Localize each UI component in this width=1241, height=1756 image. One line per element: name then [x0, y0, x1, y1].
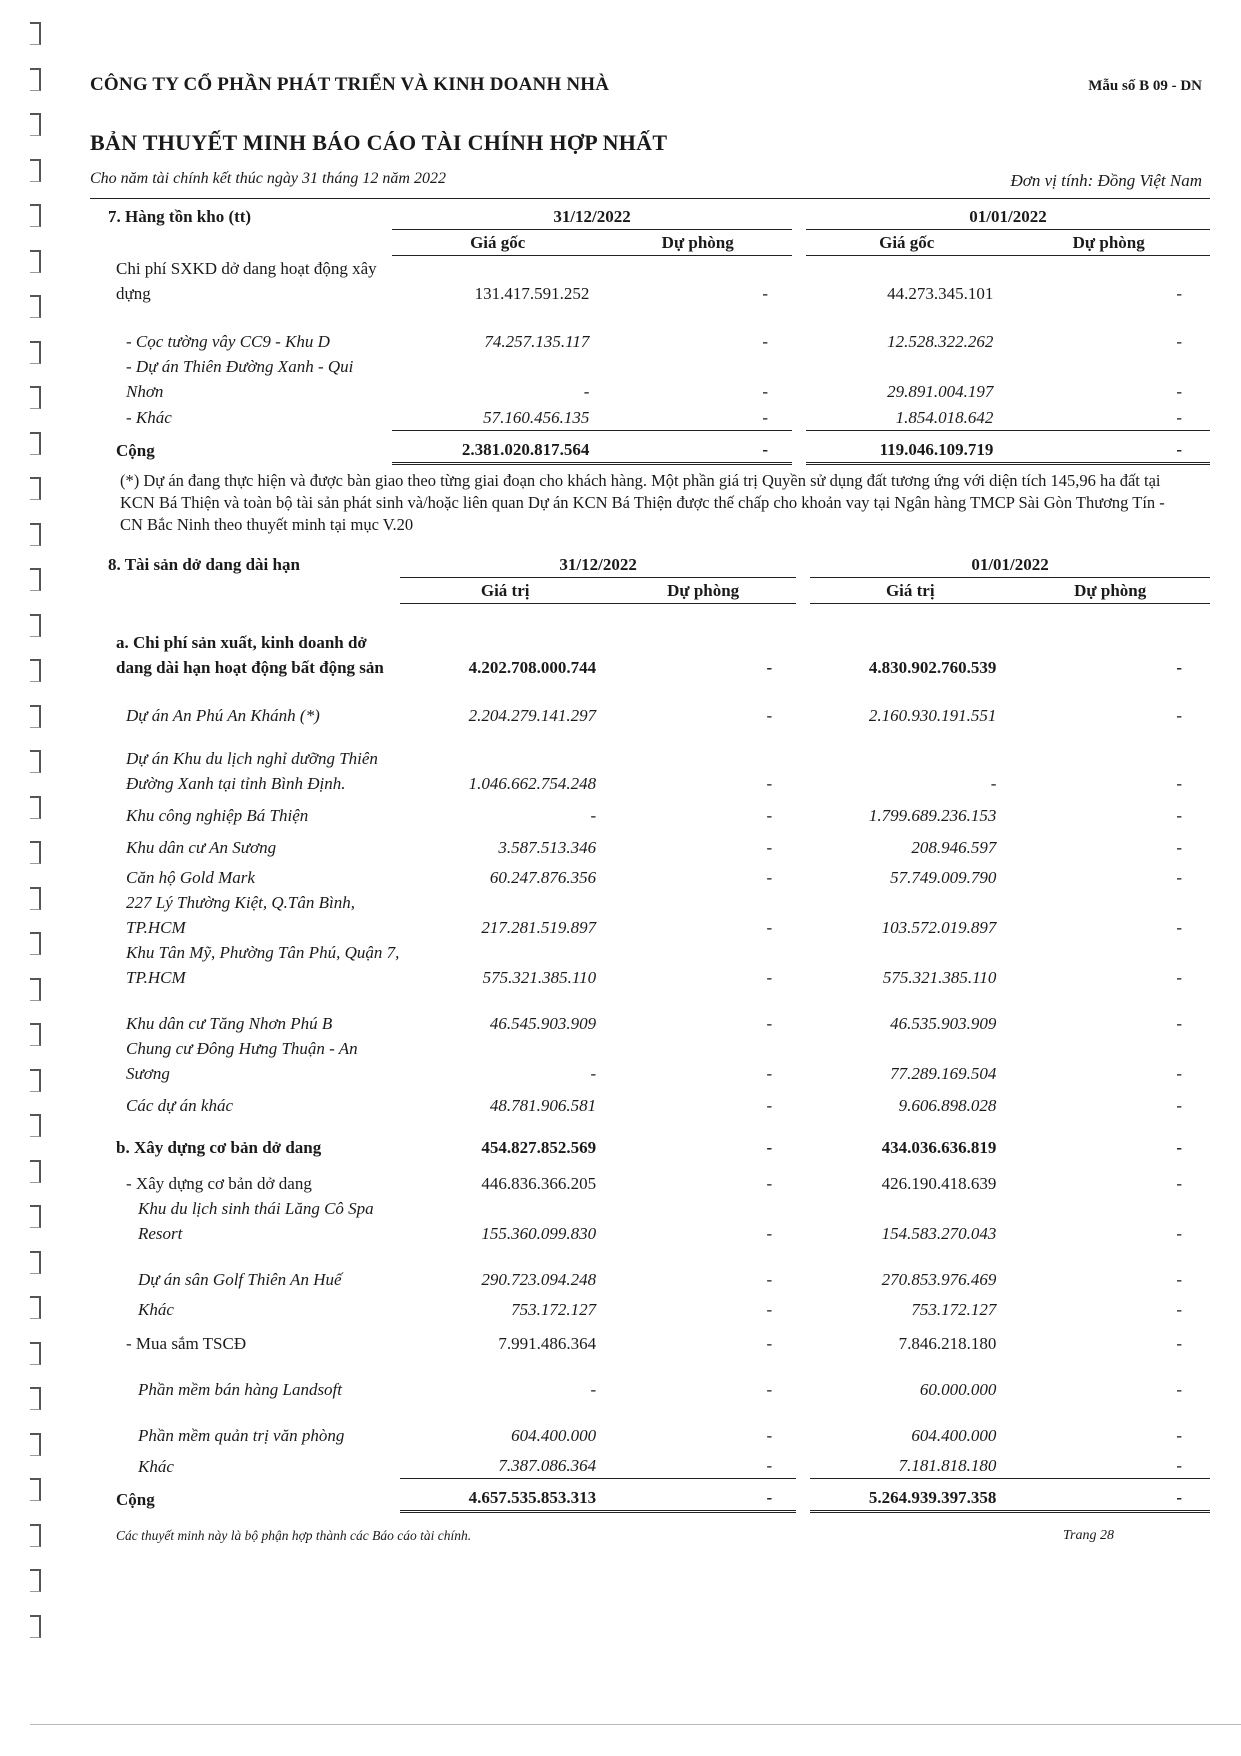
value-prior: 7.181.818.180: [803, 1448, 1010, 1479]
value-prior: 4.830.902.760.539: [868, 658, 997, 677]
value-prior: -: [990, 774, 997, 793]
table-row: [90, 1292, 1210, 1322]
row-label: - Dự án Thiên Đường Xanh - Qui Nhơn: [126, 356, 354, 401]
binder-hole-mark: [30, 295, 41, 318]
binder-hole-mark: [30, 1569, 41, 1592]
table-row: [90, 1086, 1210, 1118]
provision-prior: -: [1176, 658, 1182, 677]
row-label: a. Chi phí sản xuất, kinh doanh dở dang dài hạn hoạt động bất động sản: [116, 633, 384, 677]
row-label: - Khác: [126, 408, 172, 427]
provision-prior: -: [1176, 1426, 1182, 1445]
page-number: Trang 28: [1063, 1528, 1114, 1543]
provision-current: -: [766, 706, 773, 725]
provision-prior: -: [1176, 868, 1182, 887]
value-prior: 77.289.169.504: [890, 1064, 997, 1083]
binder-hole-mark: [30, 932, 41, 955]
date-header-prior: 01/01/2022: [799, 204, 1210, 230]
value-current: 46.545.903.909: [489, 1014, 597, 1033]
row-label: Khu dân cư An Sương: [126, 838, 277, 857]
table-row: [90, 860, 1210, 890]
provision-prior: -: [1176, 381, 1182, 401]
value-prior: 9.606.898.028: [898, 1096, 997, 1115]
value-current: 2.381.020.817.564: [392, 430, 603, 463]
col-provision-current: Dự phòng: [603, 230, 799, 256]
table-row: [90, 1036, 1210, 1086]
binder-hole-mark: [30, 1160, 41, 1183]
value-current: 1.046.662.754.248: [468, 774, 597, 793]
binder-hole-mark: [30, 1205, 41, 1228]
form-number: Mẫu số B 09 - DN: [1088, 78, 1202, 94]
value-prior: 5.264.939.397.358: [803, 1479, 1010, 1512]
value-current: 7.991.486.364: [498, 1334, 597, 1353]
total-row: [90, 1479, 1210, 1512]
provision-prior: -: [1176, 1224, 1182, 1243]
provision-prior: -: [1007, 430, 1210, 463]
row-label: Khu Tân Mỹ, Phường Tân Phú, Quận 7, TP.HCM: [126, 943, 400, 987]
table-row: [90, 1246, 1210, 1292]
value-prior: 154.583.270.043: [881, 1224, 997, 1243]
provision-prior: -: [1176, 331, 1182, 351]
provision-current: -: [766, 868, 773, 887]
provision-prior: -: [1176, 1096, 1182, 1115]
row-label: Cộng: [116, 1489, 155, 1509]
value-prior: 60.000.000: [919, 1380, 997, 1399]
binder-hole-mark: [30, 1296, 41, 1319]
provision-current: -: [766, 658, 773, 677]
row-label: b. Xây dựng cơ bản dở dang: [116, 1138, 322, 1157]
provision-prior: -: [1010, 1448, 1210, 1479]
total-row: [90, 430, 1210, 463]
binder-hole-mark: [30, 1433, 41, 1456]
binder-hole-mark: [30, 68, 41, 91]
document-title: BẢN THUYẾT MINH BÁO CÁO TÀI CHÍNH HỢP NHẤT: [90, 130, 668, 155]
col-provision-current: Dự phòng: [610, 578, 803, 604]
binder-hole-mark: [30, 386, 41, 409]
currency-unit: Đơn vị tính: Đồng Việt Nam: [1010, 171, 1202, 190]
binder-hole-mark: [30, 705, 41, 728]
provision-current: -: [766, 968, 773, 987]
table-row: [90, 828, 1210, 860]
value-prior: 208.946.597: [911, 838, 997, 857]
provision-prior: -: [1176, 1380, 1182, 1399]
binder-hole-mark: [30, 659, 41, 682]
inventory-footnote: (*) Dự án đang thực hiện và được bàn giao theo từng giai đoạn cho khách hàng. Một phần giá trị Quyền sử dụng đất tương ứng với diện tích 145,96 ha đất tại KCN Bá Thiện và toàn bộ tài sản phát sinh và/hoặc liên quan Dự án KCN Bá Thiện được thế chấp cho khoản vay tại Ngân hàng TMCP Sài Gòn Thương Tín - CN Bắc Ninh theo thuyết minh tại mục V.20: [120, 471, 1165, 534]
binder-hole-mark: [30, 1387, 41, 1410]
binder-hole-mark: [30, 796, 41, 819]
provision-current: -: [766, 1064, 773, 1083]
value-current: 2.204.279.141.297: [468, 706, 597, 725]
provision-current: -: [603, 430, 799, 463]
section-8-title: 8. Tài sản dở dang dài hạn: [108, 555, 300, 575]
provision-current: -: [610, 1479, 803, 1512]
provision-prior: -: [1176, 283, 1182, 303]
provision-prior: -: [1176, 774, 1182, 793]
value-prior: 7.846.218.180: [898, 1334, 997, 1353]
header-divider: [90, 198, 1210, 199]
value-prior: 12.528.322.262: [887, 331, 994, 351]
reporting-period: Cho năm tài chính kết thúc ngày 31 tháng 12 năm 2022: [90, 170, 446, 187]
provision-prior: -: [1007, 404, 1210, 431]
provision-current: -: [766, 774, 773, 793]
provision-current: -: [766, 1174, 773, 1193]
binder-hole-mark: [30, 432, 41, 455]
value-current: 290.723.094.248: [481, 1270, 597, 1289]
table-row: [90, 306, 1210, 354]
provision-current: -: [610, 1448, 803, 1479]
bottom-edge: [30, 1724, 1241, 1725]
binder-hole-mark: [30, 22, 41, 45]
row-label: Dự án Khu du lịch nghỉ dưỡng Thiên Đường Xanh tại tỉnh Bình Định.: [126, 749, 378, 793]
value-current: 217.281.519.897: [481, 918, 597, 937]
provision-current: -: [766, 1096, 773, 1115]
provision-current: -: [766, 1426, 773, 1445]
row-label: - Mua sắm TSCĐ: [126, 1334, 247, 1353]
provision-current: -: [766, 1224, 773, 1243]
value-prior: 270.853.976.469: [881, 1270, 997, 1289]
value-current: -: [583, 381, 590, 401]
value-current: 4.202.708.000.744: [468, 658, 597, 677]
value-prior: 2.160.930.191.551: [868, 706, 997, 725]
inventory-table: [90, 204, 1210, 465]
value-current: 575.321.385.110: [482, 968, 597, 987]
value-current: 60.247.876.356: [489, 868, 597, 887]
provision-prior: -: [1176, 968, 1182, 987]
binder-hole-mark: [30, 523, 41, 546]
value-prior: 1.799.689.236.153: [868, 806, 997, 825]
value-current: 57.160.456.135: [392, 404, 603, 431]
value-prior: 57.749.009.790: [890, 868, 997, 887]
row-label: - Cọc tường vây CC9 - Khu D: [126, 331, 330, 351]
binder-hole-mark: [30, 750, 41, 773]
row-label: Chi phí SXKD dở dang hoạt động xây dựng: [116, 258, 377, 303]
provision-current: -: [603, 404, 799, 431]
value-prior: 29.891.004.197: [887, 381, 994, 401]
binder-hole-mark: [30, 113, 41, 136]
binder-hole-mark: [30, 1023, 41, 1046]
provision-current: -: [766, 1300, 773, 1319]
date-header-prior: 01/01/2022: [803, 552, 1210, 578]
col-provision-prior: Dự phòng: [1010, 578, 1210, 604]
value-prior: 753.172.127: [911, 1300, 997, 1319]
table-row: [90, 890, 1210, 940]
provision-current: -: [766, 1334, 773, 1353]
provision-prior: -: [1176, 1138, 1182, 1157]
binder-hole-mark: [30, 1615, 41, 1638]
provision-current: -: [766, 806, 773, 825]
group-b-row: [90, 1118, 1210, 1160]
row-label: 227 Lý Thường Kiệt, Q.Tân Bình, TP.HCM: [126, 893, 355, 937]
value-prior: 426.190.418.639: [881, 1174, 997, 1193]
value-current: 131.417.591.252: [474, 283, 590, 303]
binder-hole-mark: [30, 1069, 41, 1092]
group-a-row: [90, 604, 1210, 681]
value-current: -: [590, 1064, 597, 1083]
row-label: Khu du lịch sinh thái Lăng Cô Spa Resort: [138, 1199, 374, 1243]
company-name: CÔNG TY CỔ PHẦN PHÁT TRIỂN VÀ KINH DOANH NHÀ: [90, 74, 610, 95]
value-current: -: [590, 806, 597, 825]
provision-current: -: [766, 1014, 773, 1033]
provision-current: -: [762, 283, 769, 303]
binder-hole-mark: [30, 1478, 41, 1501]
provision-current: -: [762, 381, 769, 401]
row-label: Khu công nghiệp Bá Thiện: [126, 806, 309, 825]
provision-prior: -: [1176, 1064, 1182, 1083]
value-prior: 46.535.903.909: [890, 1014, 997, 1033]
row-label: - Xây dựng cơ bản dở dang: [126, 1174, 312, 1193]
table-row: [90, 728, 1210, 796]
table-row: [90, 940, 1210, 990]
value-prior: 604.400.000: [911, 1426, 997, 1445]
row-label: Cộng: [116, 441, 155, 460]
binder-hole-mark: [30, 614, 41, 637]
provision-current: -: [766, 1138, 773, 1157]
row-label: Khác: [138, 1456, 174, 1476]
table-row: [90, 680, 1210, 728]
value-current: 454.827.852.569: [481, 1138, 597, 1157]
value-current: 446.836.366.205: [481, 1174, 597, 1193]
table-row: [90, 1402, 1210, 1448]
table-row: [90, 404, 1210, 431]
provision-prior: -: [1176, 918, 1182, 937]
col-cost-prior: Giá gốc: [799, 230, 1007, 256]
row-label: Khác: [138, 1300, 174, 1319]
value-current: 4.657.535.853.313: [400, 1479, 610, 1512]
value-current: 74.257.135.117: [484, 331, 590, 351]
col-cost-current: Giá gốc: [392, 230, 603, 256]
binder-margin: [30, 22, 44, 1722]
value-prior: 103.572.019.897: [881, 918, 997, 937]
value-prior: 434.036.636.819: [881, 1138, 997, 1157]
document-page: [90, 0, 1210, 1756]
provision-prior: -: [1176, 806, 1182, 825]
provision-prior: -: [1010, 1479, 1210, 1512]
provision-prior: -: [1176, 1334, 1182, 1353]
binder-hole-mark: [30, 1342, 41, 1365]
long-term-wip-table: [90, 552, 1210, 1513]
binder-hole-mark: [30, 887, 41, 910]
row-label: Các dự án khác: [126, 1096, 233, 1115]
value-current: 3.587.513.346: [498, 838, 597, 857]
provision-current: -: [766, 1270, 773, 1289]
binder-hole-mark: [30, 1524, 41, 1547]
value-current: 604.400.000: [511, 1426, 597, 1445]
binder-hole-mark: [30, 204, 41, 227]
table-row: [90, 1356, 1210, 1402]
value-current: 155.360.099.830: [481, 1224, 597, 1243]
binder-hole-mark: [30, 1114, 41, 1137]
table-row: [90, 256, 1210, 306]
row-label: Phần mềm quản trị văn phòng: [138, 1426, 345, 1445]
value-prior: 1.854.018.642: [799, 404, 1007, 431]
provision-current: -: [766, 1380, 773, 1399]
value-current: 7.387.086.364: [400, 1448, 610, 1479]
footer-note: Các thuyết minh này là bộ phận hợp thành các Báo cáo tài chính.: [116, 1528, 472, 1543]
value-current: 48.781.906.581: [489, 1096, 597, 1115]
table-row: [90, 354, 1210, 404]
table-row: [90, 796, 1210, 828]
row-label: Căn hộ Gold Mark: [126, 868, 255, 887]
provision-prior: -: [1176, 706, 1182, 725]
date-header-current: 31/12/2022: [392, 204, 799, 230]
provision-prior: -: [1176, 1174, 1182, 1193]
binder-hole-mark: [30, 841, 41, 864]
date-header-current: 31/12/2022: [400, 552, 803, 578]
value-current: 753.172.127: [511, 1300, 597, 1319]
provision-current: -: [766, 918, 773, 937]
binder-hole-mark: [30, 159, 41, 182]
table-row: [90, 1196, 1210, 1246]
provision-prior: -: [1176, 1014, 1182, 1033]
col-provision-prior: Dự phòng: [1007, 230, 1210, 256]
col-value-current: Giá trị: [400, 578, 610, 604]
row-label: Chung cư Đông Hưng Thuận - An Sương: [126, 1039, 358, 1083]
provision-prior: -: [1176, 1300, 1182, 1319]
subgroup-row: [90, 1322, 1210, 1356]
col-value-prior: Giá trị: [803, 578, 1010, 604]
row-label: Dự án An Phú An Khánh (*): [126, 706, 320, 725]
binder-hole-mark: [30, 568, 41, 591]
value-prior: 575.321.385.110: [882, 968, 997, 987]
section-7-title: 7. Hàng tồn kho (tt): [108, 207, 252, 227]
binder-hole-mark: [30, 341, 41, 364]
binder-hole-mark: [30, 1251, 41, 1274]
binder-hole-mark: [30, 477, 41, 500]
provision-prior: -: [1176, 1270, 1182, 1289]
row-label: Khu dân cư Tăng Nhơn Phú B: [126, 1014, 333, 1033]
value-prior: 119.046.109.719: [799, 430, 1007, 463]
table-row: [90, 1448, 1210, 1479]
table-row: [90, 990, 1210, 1036]
binder-hole-mark: [30, 250, 41, 273]
subgroup-row: [90, 1160, 1210, 1196]
provision-prior: -: [1176, 838, 1182, 857]
value-current: -: [590, 1380, 597, 1399]
row-label: Phần mềm bán hàng Landsoft: [138, 1380, 342, 1399]
row-label: Dự án sân Golf Thiên An Huế: [138, 1270, 342, 1289]
provision-current: -: [766, 838, 773, 857]
provision-current: -: [762, 331, 769, 351]
value-prior: 44.273.345.101: [887, 283, 994, 303]
binder-hole-mark: [30, 978, 41, 1001]
